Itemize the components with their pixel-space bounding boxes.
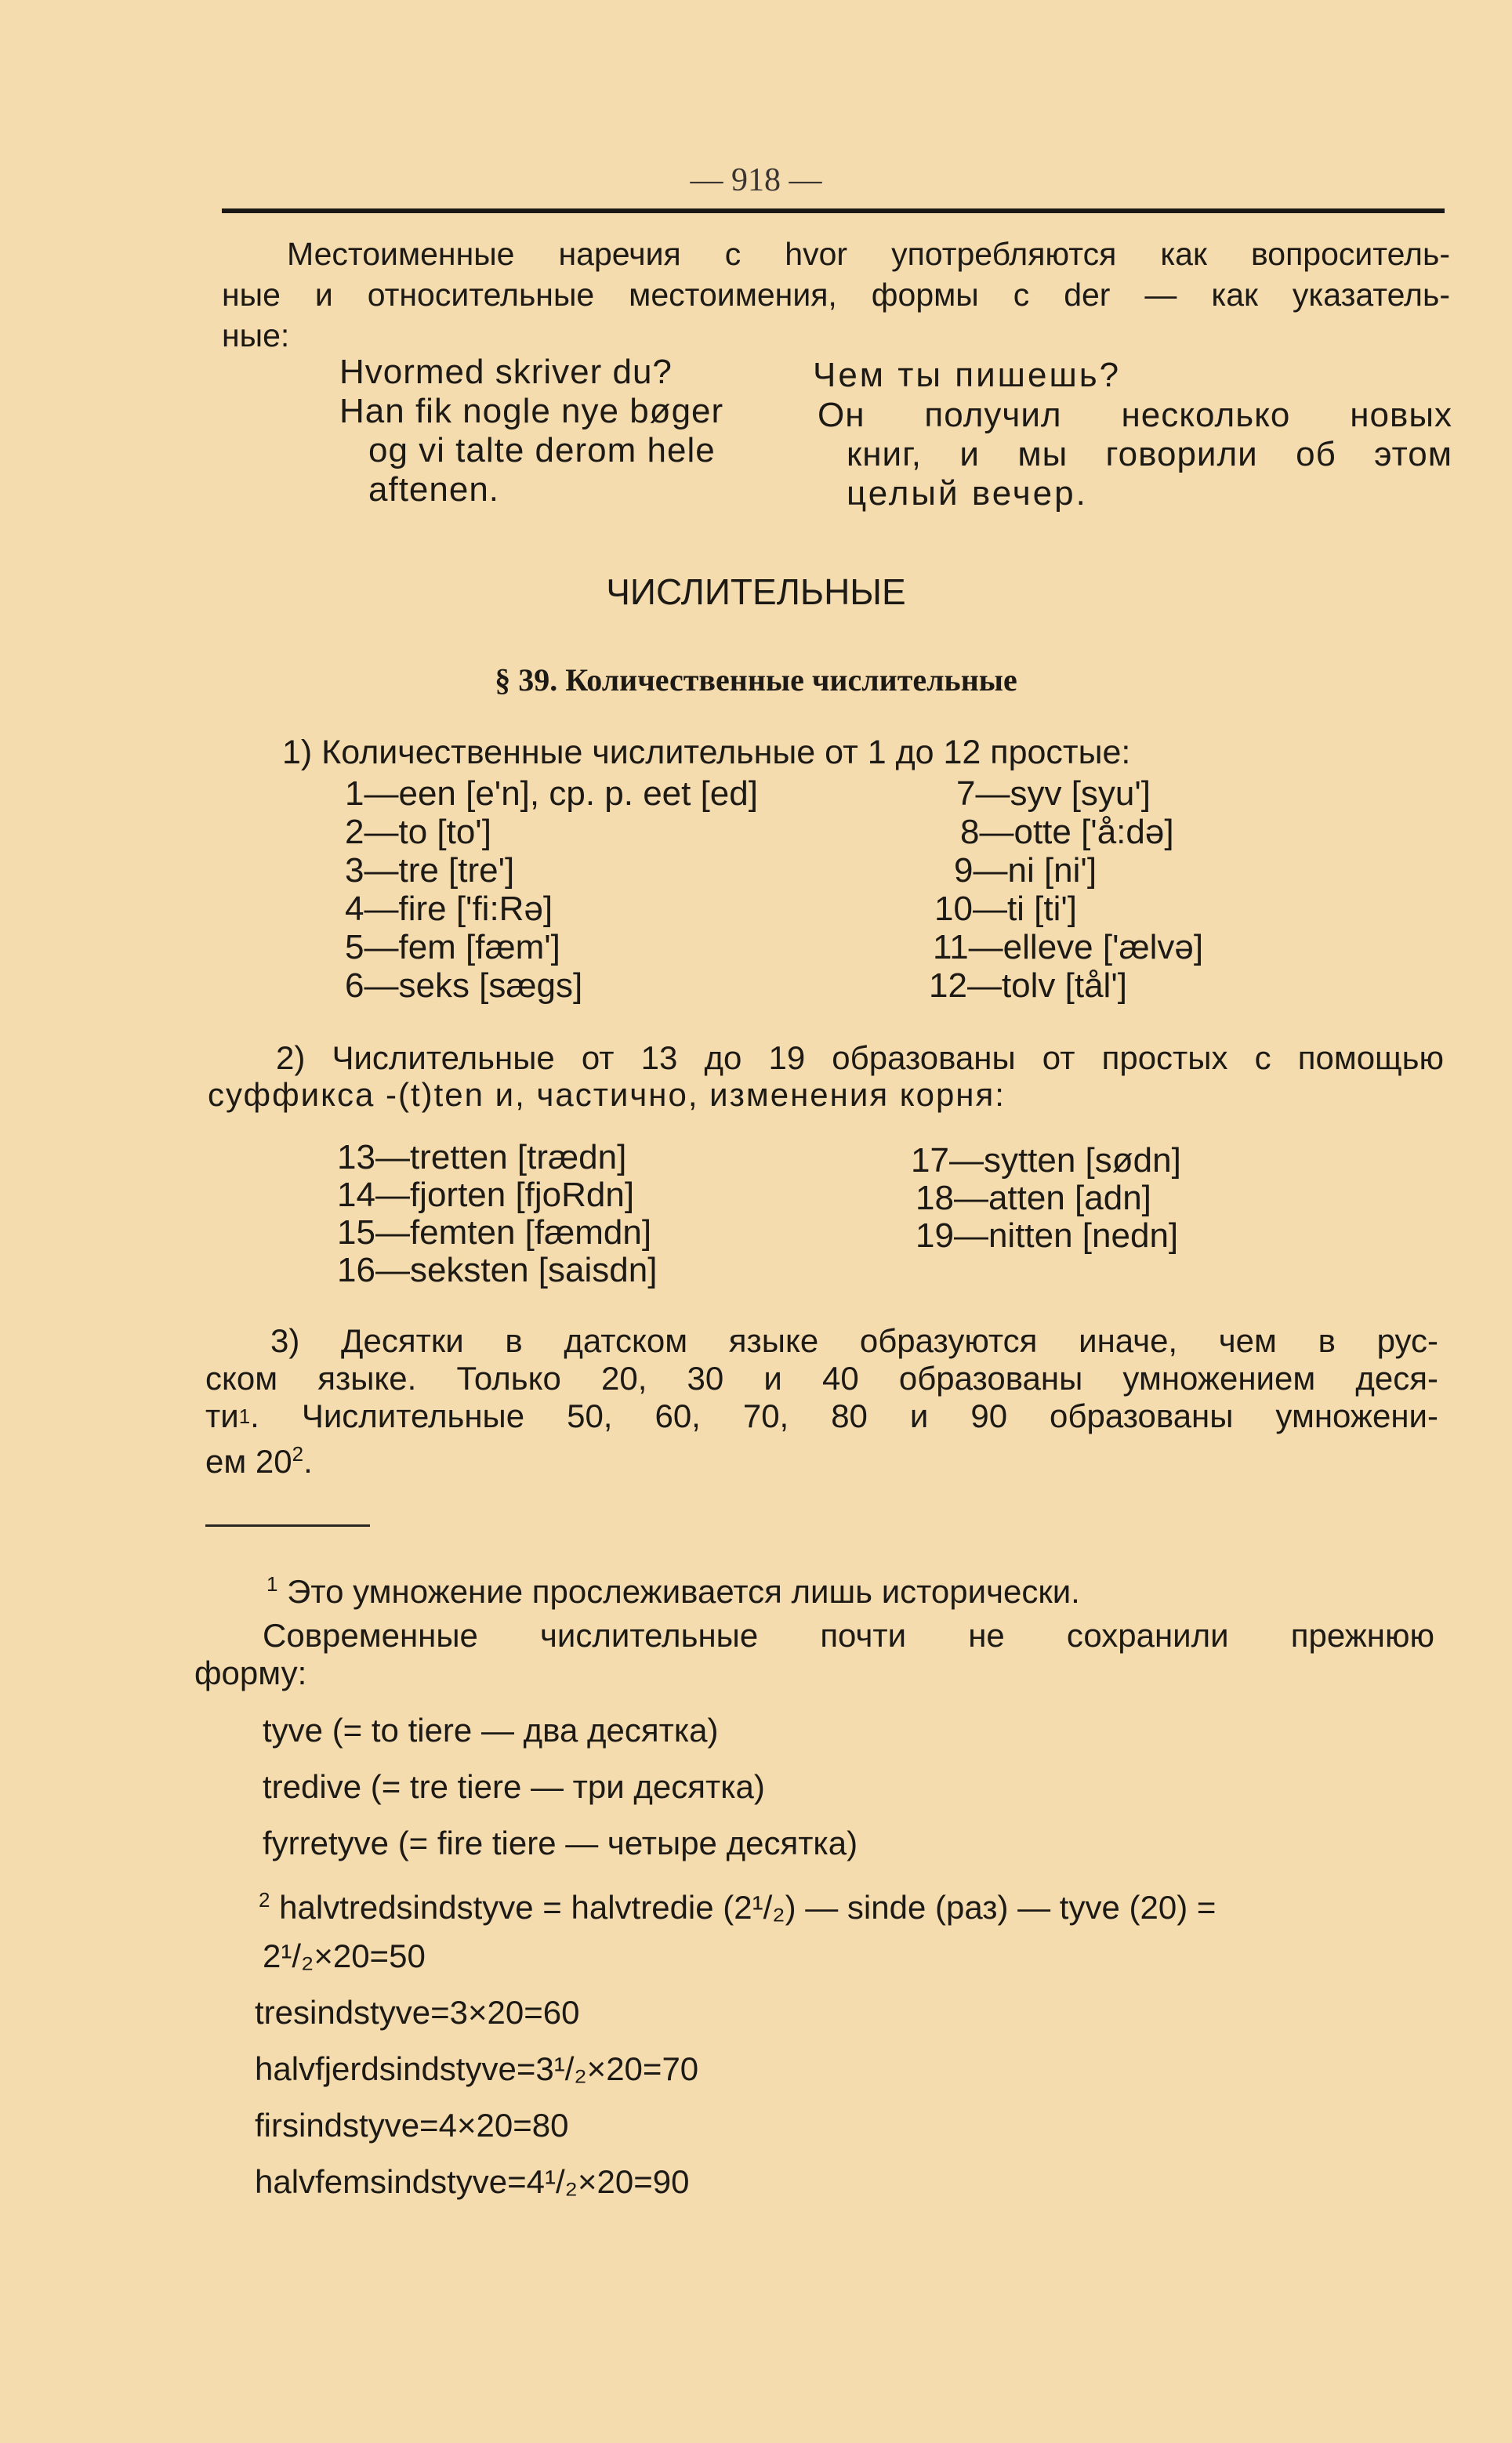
section-title: § 39. Количественные числительные (495, 662, 1017, 698)
example-russian-1: Чем ты пишешь? (813, 356, 1122, 394)
footnote-intro-line-2: форму: (194, 1655, 307, 1691)
point-3-line-3 (205, 1397, 1438, 1435)
point-3-line-2: ском языке. Только 20, 30 и 40 образованы умножением деся- (205, 1360, 1438, 1397)
number-16: 16—seksten [saisdn] (337, 1251, 658, 1289)
intro-line-2: ные и относительные местоимения, формы с der — как указатель- (222, 277, 1450, 313)
point-3-line-4-text: ем 20 (205, 1443, 292, 1480)
point-3-line-3-rest: . Числительные 50, 60, 70, 80 и 90 образованы умножени- (250, 1397, 1438, 1434)
number-4: 4—fire ['fi:Rə] (345, 890, 553, 928)
point-1-text: 1) Количественные числительные от 1 до 12 простые: (282, 734, 1131, 771)
intro-line-1: Местоименные наречия с hvor употребляются как вопроситель- (287, 236, 1450, 272)
number-1: 1—een [e'n], ср. р. eet [ed] (345, 774, 758, 813)
number-9: 9—ni [ni'] (954, 851, 1097, 890)
footnote-tresindstyve: tresindstyve=3×20=60 (255, 1994, 580, 2031)
number-19: 19—nitten [nedn] (916, 1216, 1179, 1255)
point-2-line-2: суффикса -(t)ten и, частично, изменения корня: (208, 1076, 1006, 1113)
footnote-mark-2: 2 (259, 1888, 270, 1912)
intro-line-3: ные: (222, 317, 290, 353)
number-12: 12—tolv [tål'] (929, 966, 1127, 1005)
footnote-tredive: tredive (= tre tiere — три десятка) (263, 1768, 765, 1805)
example-danish-2b: og vi talte derom hele (368, 431, 716, 469)
footnote-1-text: Это умножение прослеживается лишь исторически. (287, 1573, 1080, 1610)
footnote-1 (267, 1556, 1080, 1620)
footnote-2-line-1: halvtredsindstyve = halvtredie (2¹/₂) — sinde (раз) — tyve (20) = (279, 1889, 1216, 1926)
footnote-rule (205, 1524, 370, 1527)
footnote-ref-1[interactable]: 1 (238, 1405, 251, 1428)
page-number: — 918 — (690, 162, 822, 198)
point-3-line-1: 3) Десятки в датском языке образуются иначе, чем в рус- (270, 1322, 1438, 1359)
footnote-intro-line-1: Современные числительные почти не сохранили прежнюю (263, 1617, 1434, 1654)
number-10: 10—ti [ti'] (934, 890, 1078, 928)
footnote-2 (259, 1872, 1216, 1936)
example-danish-2c: aftenen. (368, 470, 500, 509)
footnote-2-line-2: 2¹/₂×20=50 (263, 1937, 426, 1974)
footnote-mark-1: 1 (267, 1572, 278, 1596)
chapter-heading: ЧИСЛИТЕЛЬНЫЕ (606, 571, 906, 612)
number-15: 15—femten [fæmdn] (337, 1213, 652, 1252)
number-8: 8—otte ['å:də] (960, 813, 1174, 851)
number-13: 13—tretten [trædn] (337, 1138, 627, 1176)
footnote-halvfemsindstyve: halvfemsindstyve=4¹/₂×20=90 (255, 2163, 690, 2200)
number-6: 6—seks [sægs] (345, 966, 583, 1005)
number-5: 5—fem [fæm'] (345, 928, 560, 966)
number-17: 17—sytten [sødn] (911, 1141, 1181, 1180)
number-11: 11—elleve ['ælvə] (933, 928, 1204, 966)
header-rule (222, 208, 1445, 213)
point-3-line-3-start: ти (205, 1397, 239, 1434)
footnote-ref-2[interactable]: 2 (292, 1442, 304, 1466)
number-7: 7—syv [syu'] (956, 774, 1151, 813)
example-russian-2b: книг, и мы говорили об этом (847, 435, 1452, 473)
footnote-halvfjerdsindstyve: halvfjerdsindstyve=3¹/₂×20=70 (255, 2050, 699, 2087)
example-danish-2a: Han fik nogle nye bøger (339, 392, 724, 430)
number-14: 14—fjorten [fjoRdn] (337, 1176, 635, 1214)
point-2-line-1: 2) Числительные от 13 до 19 образованы от простых с помощью (276, 1039, 1444, 1076)
footnote-tyve: tyve (= to tiere — два десятка) (263, 1712, 719, 1749)
number-2: 2—to [to'] (345, 813, 491, 851)
example-danish-1: Hvormed skriver du? (339, 353, 673, 391)
footnote-fyrretyve: fyrretyve (= fire tiere — четыре десятка) (263, 1825, 858, 1861)
footnote-firsindstyve: firsindstyve=4×20=80 (255, 2107, 569, 2144)
number-18: 18—atten [adn] (916, 1179, 1151, 1217)
point-3-line-4: ем $20^2$. (205, 1442, 313, 1480)
example-russian-2c: целый вечер. (847, 474, 1088, 513)
number-3: 3—tre [tre'] (345, 851, 515, 890)
example-russian-2a: Он получил несколько новых (818, 396, 1452, 434)
